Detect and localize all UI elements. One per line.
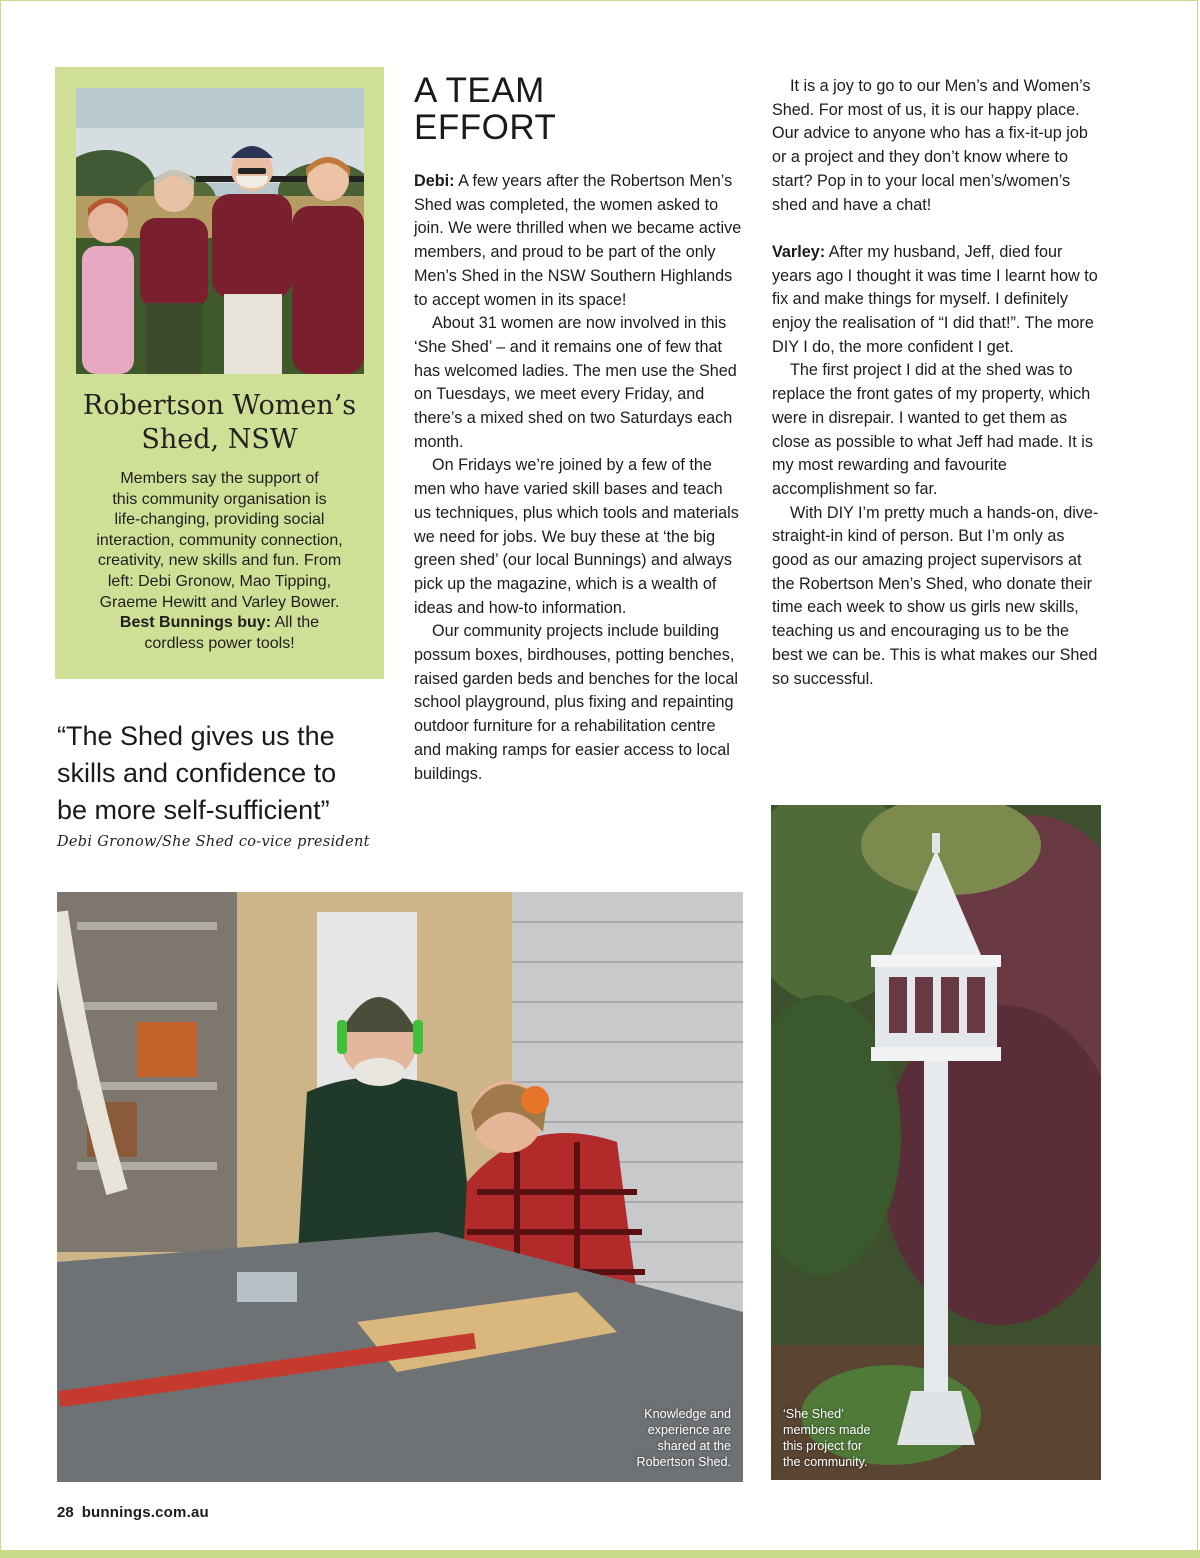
card-title-line: Shed, NSW [141,424,298,455]
best-buy-text: All the [271,614,320,632]
speaker-label: Debi: [414,172,455,190]
caption-line: Knowledge and [644,1407,731,1421]
page-number: 28 [57,1504,74,1521]
heading-line: A TEAM [414,71,545,110]
card-title-line: Robertson Women’s [82,390,357,421]
article-column-middle [414,170,744,786]
paragraph: About 31 women are now involved in this ‘She Shed’ – and it remains one of few that has welcomed ladies. The men use the Shed on Tuesdays, we meet every Friday, and there’s a mixed shed on two Saturdays each month. [414,314,737,451]
bottom-accent-bar [0,1550,1200,1558]
paragraph: It is a joy to go to our Men’s and Women’s Shed. For most of us, it is our happy place. Our advice to anyone who has a fix-it-up job or a project and they don’t know where to start? Pop in to your local men’s/women’s shed and have a chat! [772,77,1091,214]
caption-line: shared at the [657,1439,731,1453]
card-title [65,389,374,457]
paragraph-text: A few years after the Robertson Men’s Shed was completed, the women asked to join. We were thrilled when we became active members, and proud to be part of the only Men’s Shed in the NSW Southern Highlands to accept women in its space! [414,172,742,309]
paragraph: On Fridays we’re joined by a few of the men who have varied skill bases and teach us techniques, plus which tools and materials we need for jobs. We buy these at ‘the big green shed’ (our local Bunnings) and always pick up the magazine, which is a wealth of ideas and how-to information. [414,456,739,617]
paragraph: Our community projects include building possum boxes, birdhouses, potting benches, raised garden beds and benches for the local school playground, plus fixing and repainting outdoor furniture for a rehabilitation centre and making ramps for easier access to local buildings. [414,622,738,783]
card-text-line: creativity, new skills and fun. From [97,552,342,570]
quote-line: be more self-sufficient” [57,795,330,825]
card-text-line: Graeme Hewitt and Varley Bower. [99,593,340,611]
speaker-label: Varley: [772,242,826,261]
card-text-line: Members say the support of [120,470,319,487]
caption-line: experience are [647,1423,731,1437]
caption-line: members made [783,1423,871,1437]
caption-line: Robertson Shed. [636,1455,731,1469]
table-saw-photo [57,892,743,1482]
paragraph: The first project I did at the shed was to replace the front gates of my property, which were in disrepair. I wanted to get them as close as possible to what Jeff had made. It is my most rewarding and favourite accomplishment so far. [772,361,1093,498]
page-footer [57,1504,209,1521]
article-heading [414,72,556,146]
best-buy-label: Best Bunnings buy: [119,614,272,632]
caption-line: ‘She Shed’ [783,1407,844,1421]
article-column-right [772,75,1102,691]
card-description [71,469,368,654]
card-text-line: cordless power tools! [144,634,295,652]
card-text-line: interaction, community connection, [96,531,343,549]
birdhouse-photo-caption [783,1406,923,1470]
caption-line: the community. [783,1455,868,1469]
card-text-line: life-changing, providing social [114,511,325,529]
paragraph-text: After my husband, Jeff, died four years ago I thought it was time I learnt how to fix and make things for myself. I definitely enjoy the realisation of “I did that!”. The more DIY I do, the more confident I get. [772,242,1098,356]
website-link[interactable]: bunnings.com.au [81,1504,209,1521]
quote-attribution: Debi Gronow/She Shed co-vice president [57,834,370,850]
card-text-line: this community organisation is [112,490,327,508]
pull-quote [57,718,387,829]
caption-line: this project for [783,1439,863,1453]
paragraph: With DIY I’m pretty much a hands-on, dive-straight-in kind of person. But I’m only as good as our amazing project supervisors at the Robertson Men’s Shed, who donate their time each week to show us girls new skills, teaching us and encouraging us to be the best we can be. This is what makes our Shed so successful. [772,503,1099,688]
paragraph [414,170,744,312]
group-photo [76,88,364,374]
paragraph [772,241,1102,360]
paragraph-gap [772,217,1102,241]
best-buy-line [71,613,368,634]
heading-line: EFFORT [414,108,557,147]
quote-line: skills and confidence to [57,758,337,788]
info-card [55,67,384,679]
card-text-line: left: Debi Gronow, Mao Tipping, [107,572,332,590]
saw-photo-caption [591,1406,731,1470]
quote-line: “The Shed gives us the [57,721,335,751]
birdhouse-photo [771,805,1101,1480]
